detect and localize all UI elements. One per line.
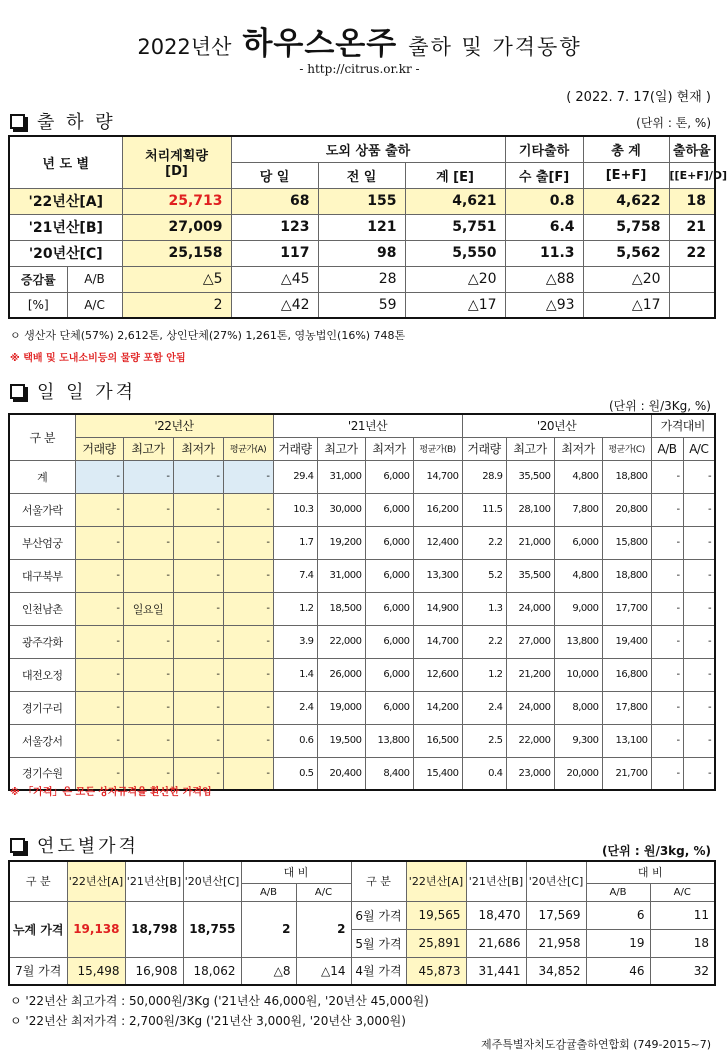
price-cell: 16,800 <box>602 658 651 691</box>
ratio-cell: - <box>683 493 715 526</box>
price-cell: 2.2 <box>462 625 506 658</box>
price-cell: 13,800 <box>365 724 413 757</box>
price-cell: 29.4 <box>273 460 317 493</box>
price-cell: - <box>223 493 273 526</box>
price-cell: 19,000 <box>317 691 365 724</box>
price-cell: 9,000 <box>554 592 602 625</box>
col-rate2: [[E+F]/D] <box>669 162 715 188</box>
market-name: 서울가락 <box>9 493 75 526</box>
price-cell: 10,000 <box>554 658 602 691</box>
price-cell: 4,800 <box>554 559 602 592</box>
market-name: 광주각화 <box>9 625 75 658</box>
price-cell: 31,000 <box>317 559 365 592</box>
col-y21: '21년산[B] <box>466 861 526 901</box>
col-avg: 평균가(C) <box>602 437 651 460</box>
price-cell: 17,800 <box>602 691 651 724</box>
ratio-cell: - <box>683 592 715 625</box>
ratio-cell: - <box>683 625 715 658</box>
ratio-cell: - <box>651 559 683 592</box>
yearly-price-table <box>8 860 716 986</box>
market-name: 경기구리 <box>9 691 75 724</box>
price-cell: 21,000 <box>506 526 554 559</box>
price-cell: - <box>123 691 173 724</box>
table-row <box>9 625 715 658</box>
price-cell: 7.4 <box>273 559 317 592</box>
price-cell: 1.7 <box>273 526 317 559</box>
price-cell: 15,400 <box>413 757 462 790</box>
price-cell: 14,200 <box>413 691 462 724</box>
price-cell: - <box>173 493 223 526</box>
col-lo: 최저가 <box>173 437 223 460</box>
price-cell: 1.3 <box>462 592 506 625</box>
price-cell: - <box>75 592 123 625</box>
col-ab: A/B <box>586 883 650 901</box>
col-ab: A/B <box>651 437 683 460</box>
price-cell: 6,000 <box>365 559 413 592</box>
price-cell: 28,100 <box>506 493 554 526</box>
shipment-table <box>8 135 727 319</box>
col-cmp: 대 비 <box>586 861 715 883</box>
price-cell: - <box>223 757 273 790</box>
price-cell: 3.9 <box>273 625 317 658</box>
price-cell: - <box>223 691 273 724</box>
price-cell: - <box>173 691 223 724</box>
price-cell: 35,500 <box>506 559 554 592</box>
header-year: 2022년산 <box>137 35 232 59</box>
table-row: 증감률 A/B △5 △45 28 △20 △88 △20 <box>9 266 715 292</box>
col-avg: 평균가(A) <box>223 437 273 460</box>
price-cell: 6,000 <box>365 625 413 658</box>
col-y22: '22년산[A] <box>406 861 466 901</box>
shipment-section-title: 출 하 량 <box>10 108 116 134</box>
col-vol: 거래량 <box>462 437 506 460</box>
price-cell: 10.3 <box>273 493 317 526</box>
price-cell: 24,000 <box>506 592 554 625</box>
table-row <box>9 658 715 691</box>
price-cell: 2.5 <box>462 724 506 757</box>
checkbox-icon <box>10 114 25 129</box>
table-row <box>9 493 715 526</box>
ratio-cell: - <box>651 592 683 625</box>
table-row <box>9 460 715 493</box>
col-cmp: 가격대비 <box>651 414 715 437</box>
price-cell: - <box>223 625 273 658</box>
table-row: 7월 가격 15,498 16,908 18,062 △8 △14 4월 가격 45,873 31,441 34,852 46 32 <box>9 957 715 985</box>
price-cell: 31,000 <box>317 460 365 493</box>
price-cell: - <box>75 625 123 658</box>
price-cell: 20,800 <box>602 493 651 526</box>
ratio-cell: - <box>683 526 715 559</box>
price-cell: 19,400 <box>602 625 651 658</box>
price-cell: - <box>173 460 223 493</box>
table-row <box>9 691 715 724</box>
price-cell: - <box>75 658 123 691</box>
price-cell: 14,700 <box>413 460 462 493</box>
col-vol: 거래량 <box>273 437 317 460</box>
price-cell: 1.2 <box>273 592 317 625</box>
price-cell: 1.2 <box>462 658 506 691</box>
price-cell: - <box>123 757 173 790</box>
price-cell: 6,000 <box>365 493 413 526</box>
price-cell: - <box>173 724 223 757</box>
col-ac: A/C <box>650 883 715 901</box>
price-cell: 13,800 <box>554 625 602 658</box>
price-cell: 21,200 <box>506 658 554 691</box>
col-gubun: 구 분 <box>351 861 406 901</box>
page-header <box>0 18 719 63</box>
shipment-note: ㅇ 생산자 단체(57%) 2,612톤, 상인단체(27%) 1,261톤, 영농법인(16%) 748톤 <box>10 329 406 342</box>
col-gubun: 구 분 <box>9 861 67 901</box>
price-cell: - <box>173 625 223 658</box>
ratio-cell: - <box>651 724 683 757</box>
market-name: 부산엄궁 <box>9 526 75 559</box>
col-year: 년 도 별 <box>9 136 122 188</box>
price-cell: - <box>173 658 223 691</box>
price-cell: 13,300 <box>413 559 462 592</box>
price-cell: 1.4 <box>273 658 317 691</box>
price-cell: 7,800 <box>554 493 602 526</box>
table-row: '20년산[C] 25,158 117 98 5,550 11.3 5,562 22 <box>9 240 715 266</box>
price-cell: 13,100 <box>602 724 651 757</box>
price-cell: 26,000 <box>317 658 365 691</box>
price-cell: - <box>223 460 273 493</box>
ratio-cell: - <box>683 658 715 691</box>
header-subtitle: 출하 및 가격동향 <box>408 35 582 59</box>
col-y20: '20년산[C] <box>183 861 241 901</box>
price-cell: 9,300 <box>554 724 602 757</box>
col-ac: A/C <box>296 883 351 901</box>
daily-price-table <box>8 413 716 791</box>
daily-unit: (단위 : 원/3Kg, %) <box>608 399 711 413</box>
price-cell: 2.4 <box>462 691 506 724</box>
price-cell: - <box>75 460 123 493</box>
col-gubun: 구 분 <box>9 414 75 460</box>
ratio-cell: - <box>651 757 683 790</box>
daily-note: ※ 「가격」은 모든 상자규격을 환산한 가격임 <box>10 787 212 798</box>
price-cell: - <box>75 493 123 526</box>
price-cell: - <box>223 592 273 625</box>
report-date: ( 2022. 7. 17(일) 현재 ) <box>566 90 711 105</box>
col-y20: '20년산 <box>462 414 651 437</box>
price-cell: - <box>223 526 273 559</box>
price-cell: 14,700 <box>413 625 462 658</box>
table-row: '22년산[A] 25,713 68 155 4,621 0.8 4,622 18 <box>9 188 715 214</box>
price-cell: 4,800 <box>554 460 602 493</box>
price-cell: 5.2 <box>462 559 506 592</box>
ratio-cell: - <box>683 460 715 493</box>
price-cell: 28.9 <box>462 460 506 493</box>
price-cell: 6,000 <box>365 460 413 493</box>
col-ac: A/C <box>683 437 715 460</box>
price-cell: 24,000 <box>506 691 554 724</box>
price-cell: 16,200 <box>413 493 462 526</box>
price-cell: - <box>75 757 123 790</box>
price-cell: 15,800 <box>602 526 651 559</box>
table-row: [%] A/C 2 △42 59 △17 △93 △17 <box>9 292 715 318</box>
col-hi: 최고가 <box>506 437 554 460</box>
col-export: 수 출[F] <box>505 162 583 188</box>
col-rate: 출하율 <box>669 136 715 162</box>
price-cell: 6,000 <box>365 592 413 625</box>
checkbox-icon <box>10 384 25 399</box>
price-cell: - <box>123 625 173 658</box>
price-cell: - <box>75 724 123 757</box>
price-cell: - <box>223 559 273 592</box>
price-cell: - <box>223 658 273 691</box>
ratio-cell: - <box>683 691 715 724</box>
market-name: 대전오정 <box>9 658 75 691</box>
price-cell: - <box>123 493 173 526</box>
ratio-cell: - <box>683 757 715 790</box>
col-vol: 거래량 <box>75 437 123 460</box>
price-cell: 21,700 <box>602 757 651 790</box>
col-sum2: [E+F] <box>583 162 669 188</box>
price-cell: 6,000 <box>365 526 413 559</box>
price-cell: 27,000 <box>506 625 554 658</box>
price-cell: - <box>173 559 223 592</box>
ratio-cell: - <box>683 559 715 592</box>
price-cell: 16,500 <box>413 724 462 757</box>
market-name: 대구북부 <box>9 559 75 592</box>
price-cell: 0.6 <box>273 724 317 757</box>
table-row: '21년산[B] 27,009 123 121 5,751 6.4 5,758 21 <box>9 214 715 240</box>
yearly-unit: (단위 : 원/3kg, %) <box>602 844 711 858</box>
price-cell: 0.4 <box>462 757 506 790</box>
price-cell: 17,700 <box>602 592 651 625</box>
site-url[interactable]: - http://citrus.or.kr - <box>299 62 420 76</box>
ratio-cell: - <box>651 658 683 691</box>
col-prev: 전 일 <box>318 162 405 188</box>
price-cell: 8,000 <box>554 691 602 724</box>
price-cell: - <box>173 526 223 559</box>
price-cell: 0.5 <box>273 757 317 790</box>
col-hi: 최고가 <box>123 437 173 460</box>
price-cell: 22,000 <box>317 625 365 658</box>
table-row: 누계 가격 19,138 18,798 18,755 2 2 6월 가격 19,565 18,470 17,569 6 11 <box>9 901 715 929</box>
yearly-section-title: 연도별가격 <box>10 832 139 858</box>
col-sum: 총 계 <box>583 136 669 162</box>
table-row <box>9 559 715 592</box>
col-lo: 최저가 <box>554 437 602 460</box>
ratio-cell: - <box>651 460 683 493</box>
table-row <box>9 724 715 757</box>
price-cell: 23,000 <box>506 757 554 790</box>
price-cell: 18,800 <box>602 460 651 493</box>
price-cell: 35,500 <box>506 460 554 493</box>
yearly-note-max: ㅇ '22년산 최고가격 : 50,000원/3Kg ('21년산 46,000원, '20년산 45,000원) <box>10 994 429 1008</box>
yearly-note-min: ㅇ '22년산 최저가격 : 2,700원/3Kg ('21년산 3,000원, '20년산 3,000원) <box>10 1014 406 1028</box>
market-name: 계 <box>9 460 75 493</box>
col-y22: '22년산 <box>75 414 273 437</box>
ratio-cell: - <box>651 625 683 658</box>
table-row <box>9 526 715 559</box>
table-row: 5월 가격 25,891 21,686 21,958 19 18 <box>9 929 715 957</box>
price-cell: 2.2 <box>462 526 506 559</box>
market-name: 경기수원 <box>9 757 75 790</box>
col-domestic: 도외 상품 출하 <box>231 136 505 162</box>
price-cell: 18,800 <box>602 559 651 592</box>
footer-org: 제주특별자치도감귤출하연합회 (749-2015~7) <box>480 1038 711 1051</box>
ratio-cell: - <box>683 724 715 757</box>
price-cell: - <box>123 658 173 691</box>
price-cell: - <box>173 592 223 625</box>
col-other: 기타출하 <box>505 136 583 162</box>
price-cell: 19,500 <box>317 724 365 757</box>
price-cell: - <box>75 559 123 592</box>
price-cell: 18,500 <box>317 592 365 625</box>
col-plan: 처리계획량 [D] <box>122 136 231 188</box>
price-cell: 2.4 <box>273 691 317 724</box>
price-cell: 6,000 <box>365 658 413 691</box>
col-y21: '21년산[B] <box>125 861 183 901</box>
price-cell: - <box>123 460 173 493</box>
col-lo: 최저가 <box>365 437 413 460</box>
holiday-cell: 일요일 <box>123 592 173 625</box>
price-cell: - <box>75 526 123 559</box>
col-ab: A/B <box>241 883 296 901</box>
col-hi: 최고가 <box>317 437 365 460</box>
price-cell: 6,000 <box>554 526 602 559</box>
price-cell: 22,000 <box>506 724 554 757</box>
col-y22: '22년산[A] <box>67 861 125 901</box>
price-cell: - <box>173 757 223 790</box>
price-cell: 11.5 <box>462 493 506 526</box>
price-cell: 19,200 <box>317 526 365 559</box>
page-title: 하우스온주 <box>242 26 398 62</box>
checkbox-icon <box>10 838 25 853</box>
col-y20: '20년산[C] <box>526 861 586 901</box>
ratio-cell: - <box>651 526 683 559</box>
price-cell: - <box>123 526 173 559</box>
col-y21: '21년산 <box>273 414 462 437</box>
price-cell: 12,400 <box>413 526 462 559</box>
shipment-unit: (단위 : 톤, %) <box>636 116 711 130</box>
shipment-warning: ※ 택배 및 도내소비등의 물량 포함 안됨 <box>10 353 186 364</box>
market-name: 인천남촌 <box>9 592 75 625</box>
price-cell: - <box>75 691 123 724</box>
price-cell: - <box>123 559 173 592</box>
col-avg: 평균가(B) <box>413 437 462 460</box>
price-cell: - <box>123 724 173 757</box>
col-cmp: 대 비 <box>241 861 351 883</box>
price-cell: - <box>223 724 273 757</box>
daily-section-title: 일 일 가격 <box>10 378 136 404</box>
market-name: 서울강서 <box>9 724 75 757</box>
col-today: 당 일 <box>231 162 318 188</box>
table-row <box>9 592 715 625</box>
col-total: 계 [E] <box>405 162 505 188</box>
ratio-cell: - <box>651 493 683 526</box>
price-cell: 6,000 <box>365 691 413 724</box>
ratio-cell: - <box>651 691 683 724</box>
price-cell: 20,000 <box>554 757 602 790</box>
price-cell: 8,400 <box>365 757 413 790</box>
price-cell: 30,000 <box>317 493 365 526</box>
price-cell: 20,400 <box>317 757 365 790</box>
price-cell: 14,900 <box>413 592 462 625</box>
price-cell: 12,600 <box>413 658 462 691</box>
